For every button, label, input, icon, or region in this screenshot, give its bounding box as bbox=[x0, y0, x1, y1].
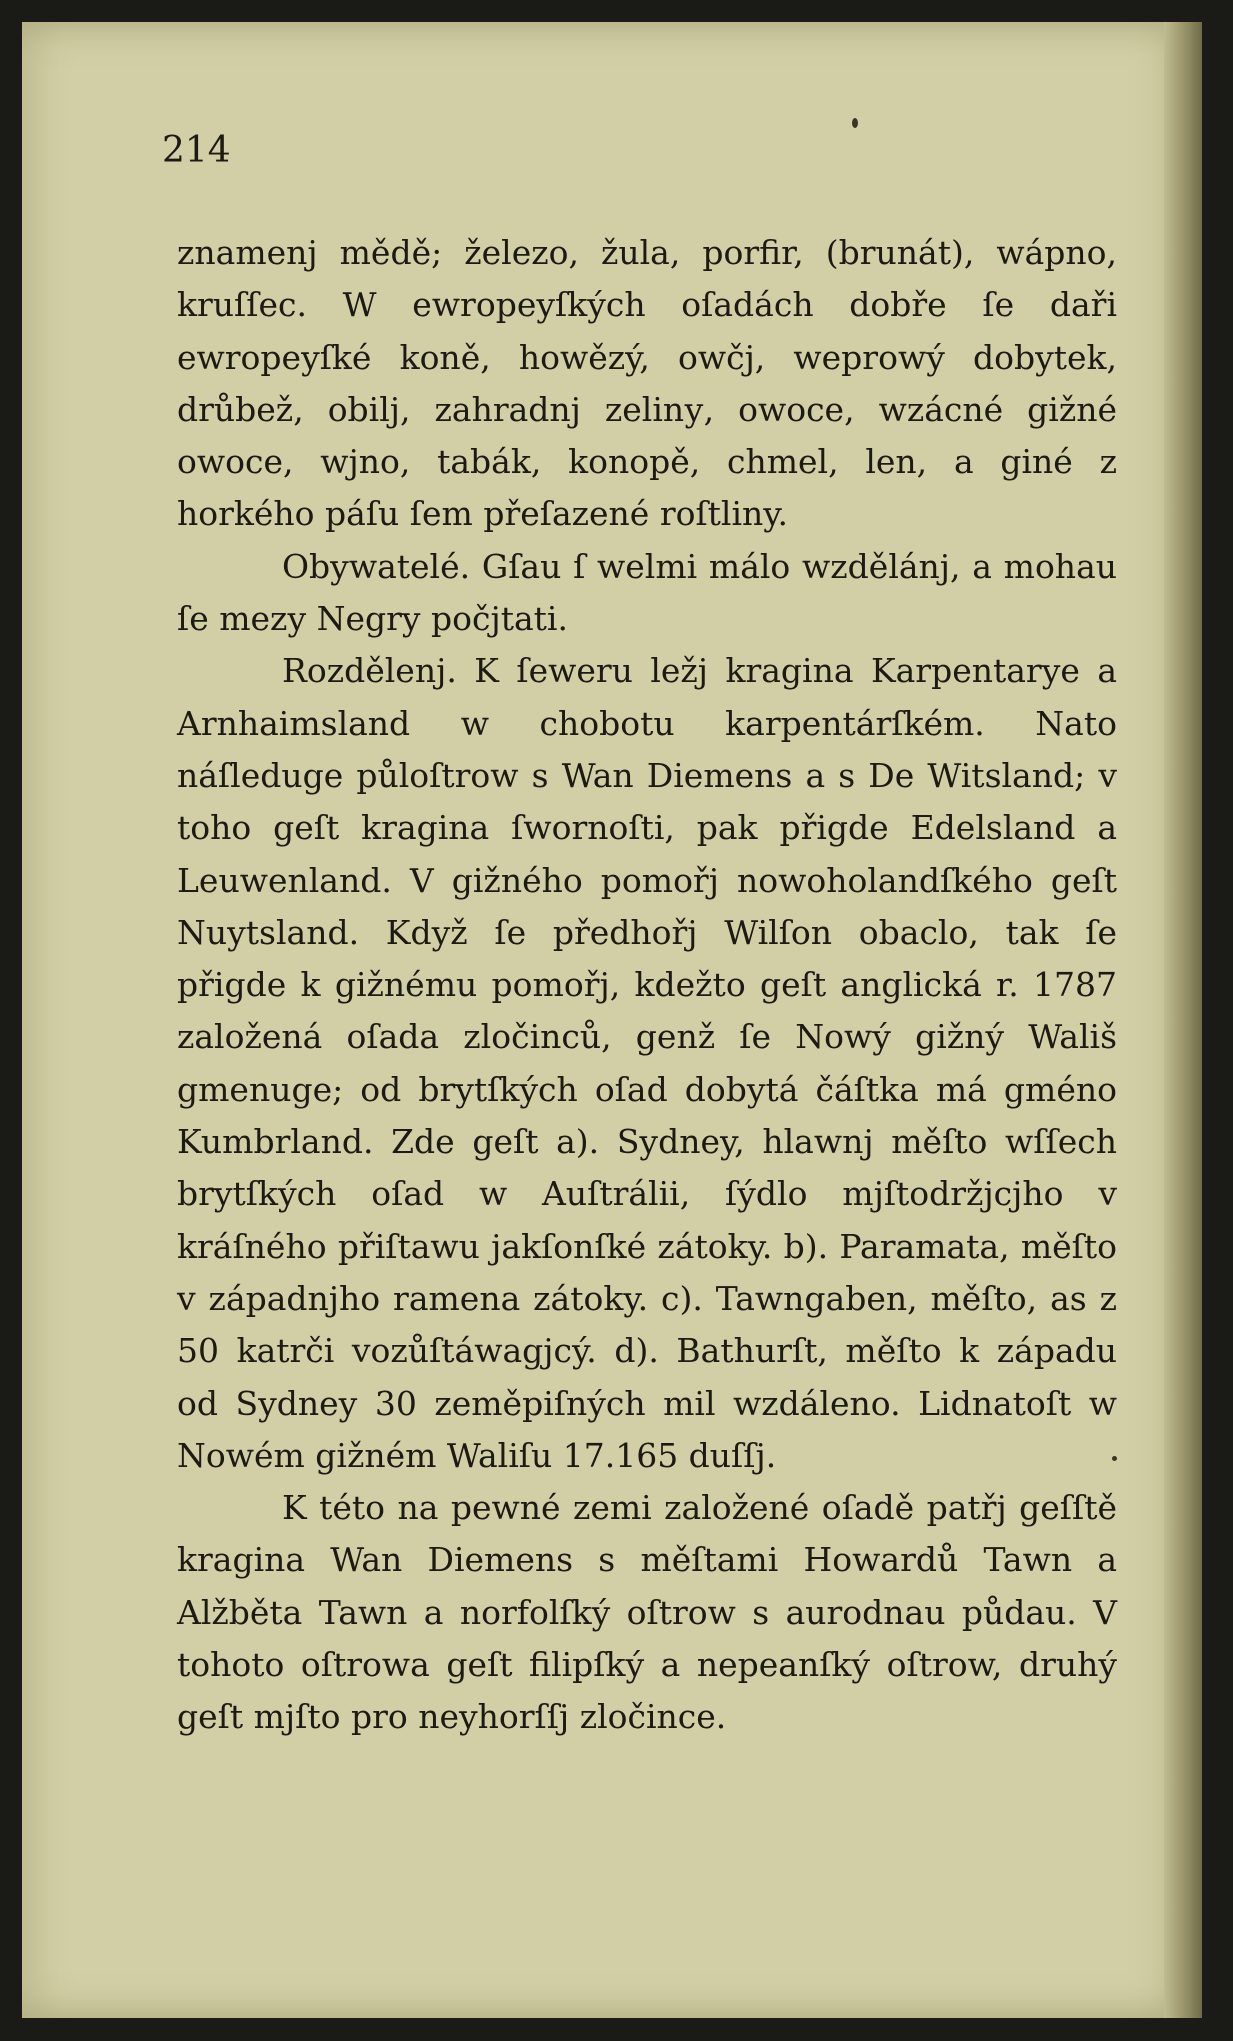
book-page bbox=[22, 22, 1202, 2018]
page-number: 214 bbox=[162, 130, 231, 171]
page-body-text bbox=[177, 227, 1117, 1744]
paragraph-division: Rozdělenj. K ſeweru ležj kragina Karpentarye a Arnhaimsland w chobotu karpentárſkém. Nato náſleduge půloſtrow s Wan Diemens a s De Witsland; v toho geſt kragina ſwornoſti, pak přigde Edelsland a Leuwenland. V gižného pomořj nowoholandſkého geſt Nuytsland. Když ſe předhořj Wilſon obaclo, tak ſe přigde k gižnému pomořj, kdežto geſt anglická r. 1787 založená oſada zločinců, genž ſe Nowý gižný Wališ gmenuge; od brytſkých oſad dobytá čáſtka má gméno Kumbrland. Zde geſt a). Sydney, hlawnj měſto wſſech brytſkých oſad w Auſtrálii, ſýdlo mjſtodržjcjho v kráſného přiſtawu jakſonſké zátoky. b). Paramata, měſto v západnjho ramena zátoky. c). Tawngaben, měſto, as z 50 katrči vozůſtáwagjcý. d). Bathurſt, měſto k západu od Sydney 30 zeměpiſných mil wzdáleno. Lidnatoſt w Nowém gižném Waliſu 17.165 duſſj. bbox=[177, 651, 1117, 1475]
book-spine-shadow bbox=[1164, 22, 1202, 2018]
paragraph-inhabitants: Obywatelé. Gſau ſ welmi málo wzdělánj, a mohau ſe mezy Negry počjtati. bbox=[177, 546, 1117, 639]
ink-speck bbox=[1112, 1456, 1117, 1461]
paragraph-resources: znamenj mědě; železo, žula, porfir, (brunát), wápno, kruſſec. W ewropeyſkých oſadách dobře ſe daři ewropeyſké koně, howězý, owčj, weprowý dobytek, drůbež, obilj, zahradnj zelinу, owoce, wzácné gižné owoce, wjno, tabák, konopě, chmel, len, a giné z horkého páſu ſem přeſazené roſtliny. bbox=[177, 233, 1117, 534]
ink-speck bbox=[852, 118, 858, 128]
paragraph-settlements: K této na pewné zemi založené oſadě patřj geſſtě kragina Wan Diemens s měſtami Howardů Tawn a Alžběta Tawn a norfolſký oſtrow s aurodnau půdau. V tohoto oſtrowa geſt filipſký a nepeanſký oſtrow, druhý geſt mjſto pro neyhorſſj zločince. bbox=[177, 1488, 1117, 1737]
